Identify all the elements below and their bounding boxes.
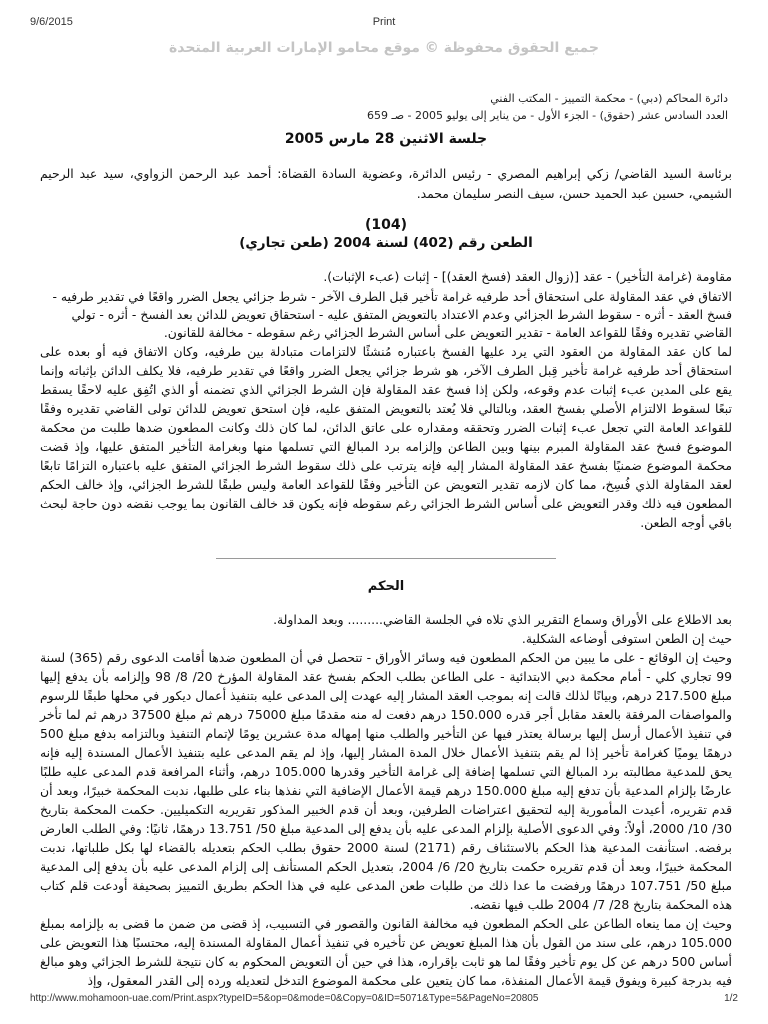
source-court: دائرة المحاكم (دبي) - محكمة التمييز - المكتب الفني xyxy=(490,92,728,105)
court-panel: برئاسة السيد القاضي/ زكي إبراهيم المصري - رئيس الدائرة، وعضوية السادة القضاة: أحمد عبد الرحمن الزواوي، سيد عبد الرحيم الشيمي، حسين عبد الحميد حسن، سيف النصر سليمان محمد. xyxy=(40,166,732,201)
copyright-watermark: جميع الحقوق محفوظة © موقع محامو الإمارات العربية المتحدة xyxy=(169,40,599,56)
section-divider xyxy=(216,558,556,559)
session-title: جلسة الاثنين 28 مارس 2005 xyxy=(284,131,488,147)
headnote-summary: الاتفاق في عقد المقاولة على استحقاق أحد طرفيه غرامة تأخير قبل الطرف الآخر - شرط جزائي يجعل الضرر واقعًا في تقدير طرفيه - فسخ العقد - أثره - سقوط الشرط الجزائي وعدم الاعتداد بالتعويض المتفق عليه - استحقاق تعويض للدائن بعد الفسخ - أثره - تولي القاضي تقديره وفقًا للقواعد العامة - تقدير التعويض على أساس الشرط الجزائي رغم سقوطه - مخالفة للقانون. xyxy=(52,289,732,340)
appeal-number: الطعن رقم (402) لسنة 2004 (طعن تجاري) xyxy=(239,235,533,251)
print-title: Print xyxy=(372,16,396,28)
print-date: 9/6/2015 xyxy=(30,16,73,28)
judgment-paragraph: حيث إن الطعن استوفى أوضاعه الشكلية. xyxy=(521,631,732,646)
legal-principle: لما كان عقد المقاولة من العقود التي يرد عليها الفسخ باعتباره مُنشئًا لالتزامات متبادلة بين طرفيه، وكان الاتفاق فيه أو بعده على استحقاق أحد طرفيه غرامة تأخير قِبل الطرف الآخر، هو شرط جزائي يجعل الضرر واقعًا في تقدير طرفيه، فلا يكلف الدائن بإثباته وإنما يقع على المدين عبء إثبات عدم وقوعه، ولكن إذا فسخ عقد المقاولة فإن الشرط الجزائي الذي تضمنه أو الذي اتُفِق عليه لاحقًا يسقط تبعًا لسقوط الالتزام الأصلي بفسخ العقد، وبالتالي فلا يُعتد بالتعويض المتفق عليه، فإن استحق تعويض للدائن تولى القاضي تقديره وفقًا للقواعد العامة التي تجعل عبء إثبات الضرر وتحققه ومقداره على عاتق الدائن، لما كان ذلك وكانت المطعون ضدها طلبت من محكمة الموضوع فسخ عقد المقاولة المبرم بينها وبين الطاعن وإلزامه برد المبالغ التي تسلمها منها وبغرامة التأخير المتفق عليها، وإذ قضت محكمة الموضوع ضمنيًا بفسخ عقد المقاولة المشار إليه فإنه يترتب على ذلك سقوط الشرط الجزائي المتفق عليه باعتباره التزامًا تابعًا لعقد المقاولة الذي فُسِخ، مما كان لازمه تقدير التعويض عن التأخير وفقًا للقواعد العامة وليس طبقًا للشرط الجزائي، وإذ خالف الحكم المطعون فيه ذلك وقدر التعويض على أساس الشرط الجزائي رغم سقوطه فإنه يكون قد خالف القانون بما يوجب نقضه دون حاجة لبحث باقي أوجه الطعن. xyxy=(40,344,732,530)
case-number: (104) xyxy=(364,217,408,233)
print-footer xyxy=(30,993,738,1007)
page-url: http://www.mohamoon-uae.com/Print.aspx?typeID=5&op=0&mode=0&Copy=0&ID=5071&Type=5&PageNo=20805 xyxy=(30,993,539,1004)
judgment-document xyxy=(40,131,732,990)
legal-topics: مقاومة (غرامة التأخير) - عقد [(زوال العقد (فسخ العقد)] - إثبات (عبء الإثبات). xyxy=(323,269,732,284)
print-header xyxy=(30,16,738,30)
page-number: 1/2 xyxy=(724,993,738,1004)
judgment-paragraph: وحيث إن الوقائع - على ما يبين من الحكم المطعون فيه وسائر الأوراق - تتحصل في أن المطعون ضدها أقامت الدعوى رقم (365) لسنة 99 تجاري كلي - أمام محكمة دبي الابتدائية - على الطاعن بطلب الحكم بفسخ عقد المقاولة المؤرخ 20/ 8/ 98 وإلزامه بأن يدفع إليها مبلغ 217.500 درهم، وبيانًا لذلك قالت إنه بموجب العقد المشار إليه عهدت إلى المدعى عليه بتنفيذ أعمال ديكور في محلها طبقًا للرسوم والمواصفات المرفقة بالعقد مقابل أجر قدره 150.000 درهم دفعت له منه مقدمًا مبلغ 75000 درهم ثم مبلغ 37500 درهم ثم لما تأخر في تنفيذ الأعمال أرسل إليها برسالة يعتذر فيها عن التأخير والطلب منها إمهاله مدة عشرين يومًا لإتمام التنفيذ وبالتزامه بدفع مبلغ 500 درهمًا يوميًا كغرامة تأخير إذا لم يقم بتنفيذ الأعمال خلال المدة المشار إليها، وإذ لم يقم المدعى عليه بتنفيذ الأعمال المسندة إليه فإنه يحق للمدعية مطالبته برد المبالغ التي تسلمها إضافة إلى غرامة التأخير وقدرها 105.000 درهم، وأثناء المرافعة قدم المدعى عليه طلبًا عارضًا بإلزام المدعية بأن تدفع إليه مبلغ 150.000 درهم قيمة الأعمال الإضافية التي نفذها بناء على طلبها، ندبت المحكمة خبيرًا، وبعد أن قدم تقريره، أعيدت المأمورية إليه لتحقيق اعتراضات الطرفين، وبعد أن قدم الخبير المذكور تقريريه التكميليين. حكمت المحكمة بتاريخ 30/ 10/ 2000، أولاً: وفي الدعوى الأصلية بإلزام المدعى عليه بأن يدفع إلى المدعية مبلغ 50/ 13.751 درهمًا، ثانيًا: وفي الطلب العارض برفضه. استأنفت المدعية هذا الحكم بالاستئناف رقم (2171) لسنة 2000 حقوق بطلب الحكم بتعديله بالقضاء لها بكل طلباتها، ندبت المحكمة خبيرًا، وبعد أن قدم تقريره حكمت بتاريخ 20/ 6/ 2004، بتعديل الحكم المستأنف إلى إلزام المدعى عليه بأن يدفع إلى المدعية مبلغ 50/ 107.751 درهمًا ورفضت ما عدا ذلك من طلبات طعن المدعى عليه في هذا الحكم بطريق التمييز بصحيفة أودعت قلم كتاب هذه المحكمة بتاريخ 28/ 7/ 2004 طلب فيها نقضه. xyxy=(40,650,732,912)
judgment-paragraph: بعد الاطلاع على الأوراق وسماع التقرير الذي تلاه في الجلسة القاضي......... وبعد المداولة. xyxy=(273,612,732,627)
source-volume: العدد السادس عشر (حقوق) - الجزء الأول - من يناير إلى يوليو 2005 - صـ 659 xyxy=(366,109,728,122)
source-info xyxy=(40,90,728,124)
judgment-paragraph: وحيث إن مما ينعاه الطاعن على الحكم المطعون فيه مخالفة القانون والقصور في التسبيب، إذ قضى من ضمن ما قضى به بإلزامه بمبلغ 105.000 درهم، على سند من القول بأن هذا المبلغ تعويض عن تأخيره في تنفيذ أعمال المقاولة المسندة إليه، محتسبًا هذا التعويض على أساس 500 درهم عن كل يوم تأخير وفقًا لما هو ثابت بإقراره، هذا في حين أن التعويض المحكوم به كان نتيجة للشرط الجزائي وهو مبالغ فيه بدرجة كبيرة ويفوق قيمة الأعمال المنفذة، مما كان يتعين على محكمة الموضوع التدخل لتعديله ورده إلى القدر المعقول، وإذ xyxy=(40,916,732,988)
judgment-heading: الحكم xyxy=(367,579,405,594)
